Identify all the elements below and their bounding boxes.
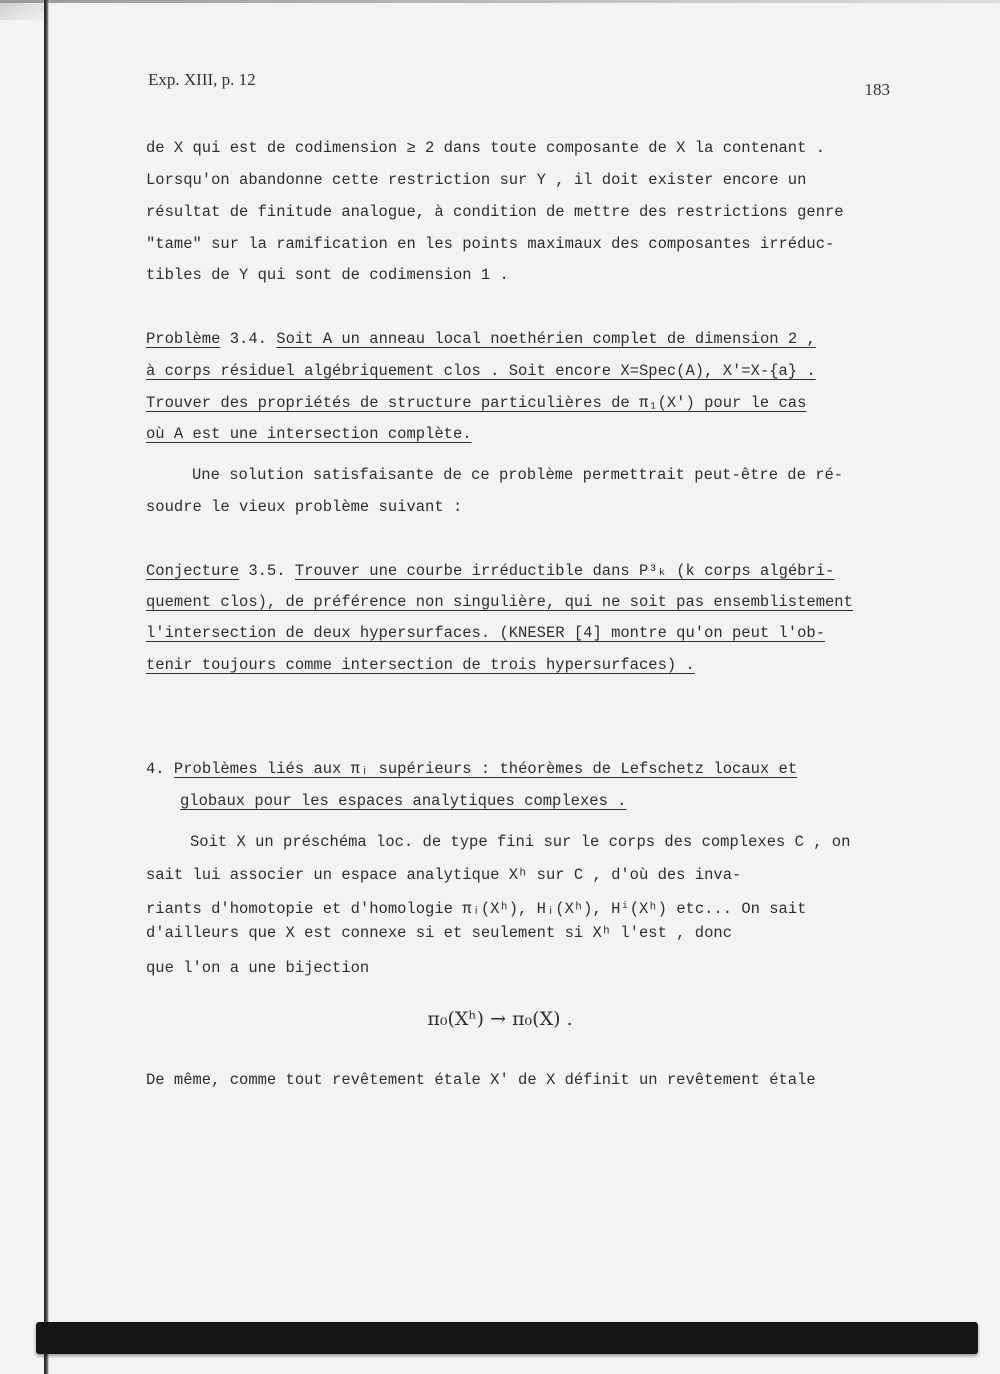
running-head: Exp. XIII, p. 12 <box>148 70 256 89</box>
para1-line-3: résultat de finitude analogue, à condition de mettre des restrictions genre <box>146 203 844 221</box>
section4-number: 4. <box>146 760 165 778</box>
para2-line-1: Une solution satisfaisante de ce problème permettrait peut-être de ré- <box>192 466 844 484</box>
section4-line-1 <box>146 760 797 778</box>
scan-binding-edge <box>44 0 49 1374</box>
conjecture-line-2: quement clos), de préférence non singulière, qui ne soit pas ensemblistement <box>146 593 853 611</box>
conjecture-line-4: tenir toujours comme intersection de trois hypersurfaces) . <box>146 656 695 674</box>
para3-line-2: sait lui associer un espace analytique Xʰ sur C , d'où des inva- <box>146 866 742 884</box>
scan-bottom-shadow <box>36 1322 978 1354</box>
para3-line-1: Soit X un préschéma loc. de type fini sur le corps des complexes C , on <box>190 833 851 851</box>
para1-line-5: tibles de Y qui sont de codimension 1 . <box>146 266 509 284</box>
conjecture-line-1 <box>146 561 834 580</box>
conjecture-line-3: l'intersection de deux hypersurfaces. (KNESER [4] montre qu'on peut l'ob- <box>146 624 826 642</box>
conjecture-text-1: Trouver une courbe irréductible dans P³ₖ (k corps algébri- <box>294 562 835 580</box>
para1-line-4: "tame" sur la ramification en les points maximaux des composantes irréduc- <box>146 235 835 253</box>
page-header <box>148 70 890 100</box>
problem-number: 3.4. <box>229 330 267 348</box>
para3-line-5: que l'on a une bijection <box>146 959 370 977</box>
scan-top-edge <box>0 0 1000 3</box>
display-formula <box>0 1008 1000 1030</box>
formula-text: π₀(Xʰ) → π₀(X) . <box>427 1008 573 1030</box>
para1-line-1: de X qui est de codimension ≥ 2 dans toute composante de X la contenant . <box>146 139 826 157</box>
problem-line-3: Trouver des propriétés de structure particulières de π₁(X') pour le cas <box>146 394 807 412</box>
problem-label: Problème <box>146 330 221 348</box>
para4-line-1: De même, comme tout revêtement étale X' de X définit un revêtement étale <box>146 1071 816 1089</box>
problem-line-4: où A est une intersection complète. <box>146 425 472 443</box>
section4-title-1: Problèmes liés aux πᵢ supérieurs : théorèmes de Lefschetz locaux et <box>173 760 798 778</box>
problem-line-1 <box>146 330 816 348</box>
problem-line-2: à corps résiduel algébriquement clos . Soit encore X=Spec(A), X'=X-{a} . <box>146 362 816 380</box>
scan-corner-shadow <box>0 0 48 20</box>
conjecture-label: Conjecture <box>146 562 240 580</box>
para2-line-2: soudre le vieux problème suivant : <box>146 498 463 516</box>
section4-line-2: globaux pour les espaces analytiques complexes . <box>180 792 627 810</box>
problem-text-1: Soit A un anneau local noethérien complet de dimension 2 , <box>276 330 816 348</box>
para3-line-4: d'ailleurs que X est connexe si et seulement si Xʰ l'est , donc <box>146 924 732 942</box>
conjecture-number: 3.5. <box>248 562 286 580</box>
page-number: 183 <box>864 80 890 99</box>
para3-line-3: riants d'homotopie et d'homologie πᵢ(Xʰ), Hᵢ(Xʰ), Hⁱ(Xʰ) etc... On sait <box>146 900 807 918</box>
para1-line-2: Lorsqu'on abandonne cette restriction sur Y , il doit exister encore un <box>146 171 807 189</box>
